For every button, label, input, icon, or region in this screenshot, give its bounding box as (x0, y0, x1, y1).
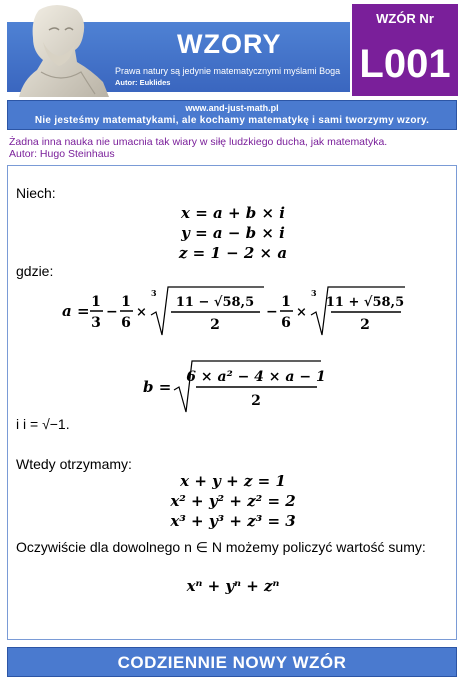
sum-power-2: x² + y² + z² = 2 (170, 492, 296, 510)
sum-power-1: x + y + z = 1 (180, 472, 286, 490)
footer (7, 647, 457, 677)
formula-b (8, 354, 458, 414)
a-minus1: − (106, 304, 118, 320)
a-times2: × (296, 305, 307, 320)
footer-text: CODZIENNIE NOWY WZÓR (117, 653, 347, 672)
page-title: WZORY (177, 29, 282, 59)
header (7, 2, 457, 97)
a-frac3-den: 6 (281, 315, 291, 331)
gdzie-label: gdzie: (16, 263, 54, 279)
header-author: Autor: Euklides (115, 78, 171, 87)
euclid-bust-image (11, 2, 115, 97)
b-num: 6 × a² − 4 × a − 1 (186, 369, 326, 385)
a-root1-den: 2 (210, 317, 220, 333)
equation-y: y = a − b × i (181, 224, 285, 242)
niech-label: Niech: (16, 185, 56, 201)
a-frac1-den: 3 (91, 315, 101, 331)
motto: Nie jesteśmy matematykami, ale kochamy matematykę i sami tworzymy wzory. (34, 115, 430, 126)
quote-text: Żadna inna nauka nie umacnia tak wiary w siłę ludzkiego ducha, jak matematyka. (9, 136, 388, 148)
a-lhs: a = (62, 302, 90, 320)
formula-code-box (350, 2, 460, 98)
a-root1-num: 11 − √58,5 (175, 295, 255, 310)
website-url[interactable]: www.and-just-math.pl (185, 103, 279, 113)
a-minus2: − (266, 304, 278, 320)
formula-code-label: WZÓR Nr (376, 11, 434, 26)
a-root-index-1: 3 (151, 288, 157, 298)
i-definition: i i = √−1. (16, 416, 70, 432)
a-root2-den: 2 (360, 317, 370, 333)
a-frac2-num: 1 (121, 294, 131, 310)
sum-power-n: xⁿ + yⁿ + zⁿ (186, 577, 280, 595)
formula-code-value: L001 (359, 42, 451, 86)
a-root-index-2: 3 (311, 288, 317, 298)
sum-power-3: x³ + y³ + z³ = 3 (170, 512, 296, 530)
a-root2-num: 11 + √58,5 (325, 295, 405, 310)
equation-x: x = a + b × i (181, 204, 285, 222)
a-frac1-num: 1 (91, 294, 101, 310)
b-den: 2 (251, 393, 261, 409)
equation-z: z = 1 − 2 × a (178, 244, 288, 262)
info-bar (7, 100, 457, 130)
a-times1: × (136, 305, 147, 320)
a-frac3-num: 1 (281, 294, 291, 310)
wtedy-label: Wtedy otrzymamy: (16, 456, 132, 472)
formula-a (8, 281, 458, 341)
b-lhs: b = (143, 378, 172, 396)
oczywiscie-text: Oczywiście dla dowolnego n ∈ N możemy policzyć wartość sumy: (16, 539, 426, 555)
quote (9, 136, 459, 160)
quote-author: Autor: Hugo Steinhaus (9, 148, 115, 160)
a-frac2-den: 6 (121, 315, 131, 331)
formula-content (7, 165, 457, 640)
header-subtitle: Prawa natury są jedynie matematycznymi myślami Boga (115, 66, 341, 76)
